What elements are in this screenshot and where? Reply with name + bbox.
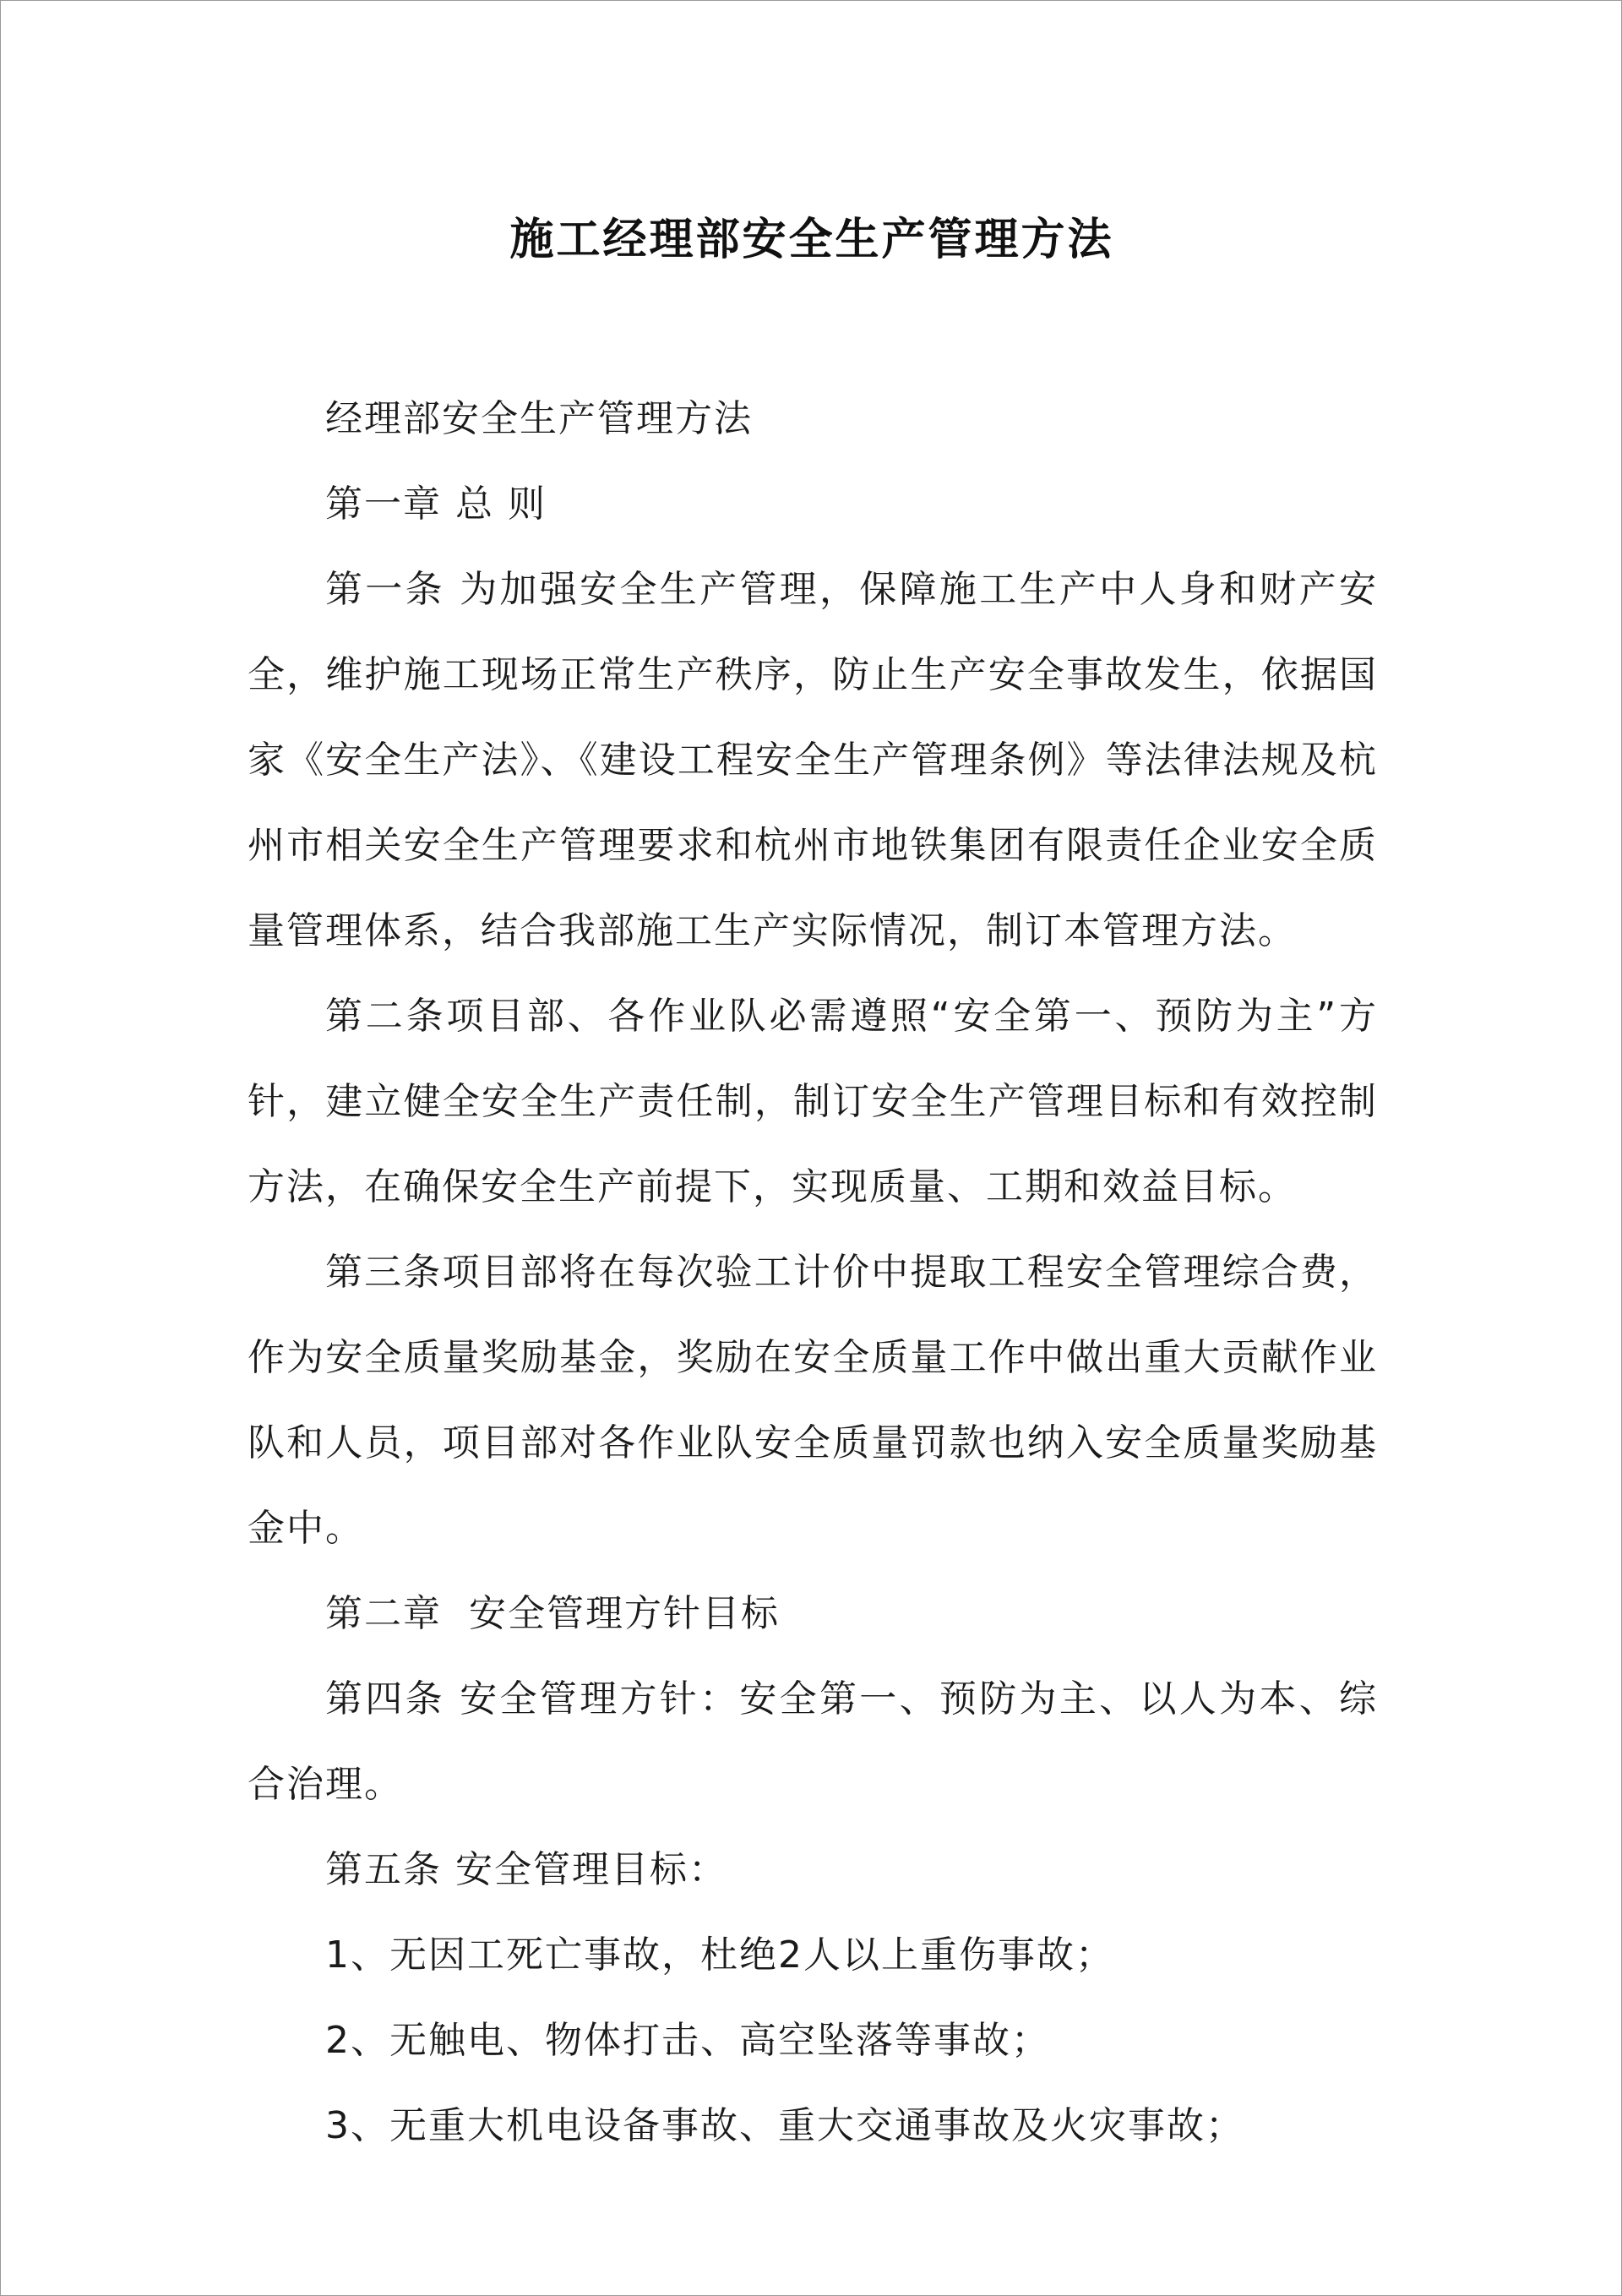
- paragraph-article-4: 第四条 安全管理方针：安全第一、预防为主、以人为本、综合治理。: [248, 1677, 1378, 1806]
- document-title: 施工经理部安全生产管理方法: [509, 214, 1114, 265]
- paragraph-article-3: 第三条项目部将在每次验工计价中提取工程安全管理综合费，作为安全质量奖励基金，奖励在安全质量工作中做出重大贡献作业队和人员，项目部对各作业队安全质量罚款也纳入安全质量奖励基金中。: [248, 1251, 1378, 1550]
- document-body: [248, 376, 1378, 2168]
- paragraph-subtitle: 经理部安全生产管理方法: [325, 397, 753, 440]
- list-item-goal-3: 3、无重大机电设备事故、重大交通事故及火灾事故；: [325, 2104, 1244, 2147]
- list-item-goal-1: 1、无因工死亡事故，杜绝2人以上重伤事故；: [325, 1933, 1114, 1977]
- paragraph-article-1: 第一条 为加强安全生产管理，保障施工生产中人身和财产安全，维护施工现场正常生产秩序，防止生产安全事故发生，依据国家《安全生产法》、《建设工程安全生产管理条例》等法律法规及杭州市相关安全生产管理要求和杭州市地铁集团有限责任企业安全质量管理体系，结合我部施工生产实际情况，制订本管理方法。: [248, 568, 1378, 952]
- paragraph-article-5: 第五条 安全管理目标：: [325, 1848, 727, 1891]
- paragraph-chapter-2-heading: 第二章 安全管理方针目标: [325, 1592, 780, 1635]
- list-item-goal-2: 2、无触电、物体打击、高空坠落等事故；: [325, 2019, 1050, 2062]
- paragraph-article-2: 第二条项目部、各作业队必需遵照“安全第一、预防为主”方针，建立健全安全生产责任制，制订安全生产管理目标和有效控制方法，在确保安全生产前提下，实现质量、工期和效益目标。: [248, 995, 1378, 1208]
- paragraph-chapter-1-heading: 第一章 总 则: [325, 483, 547, 526]
